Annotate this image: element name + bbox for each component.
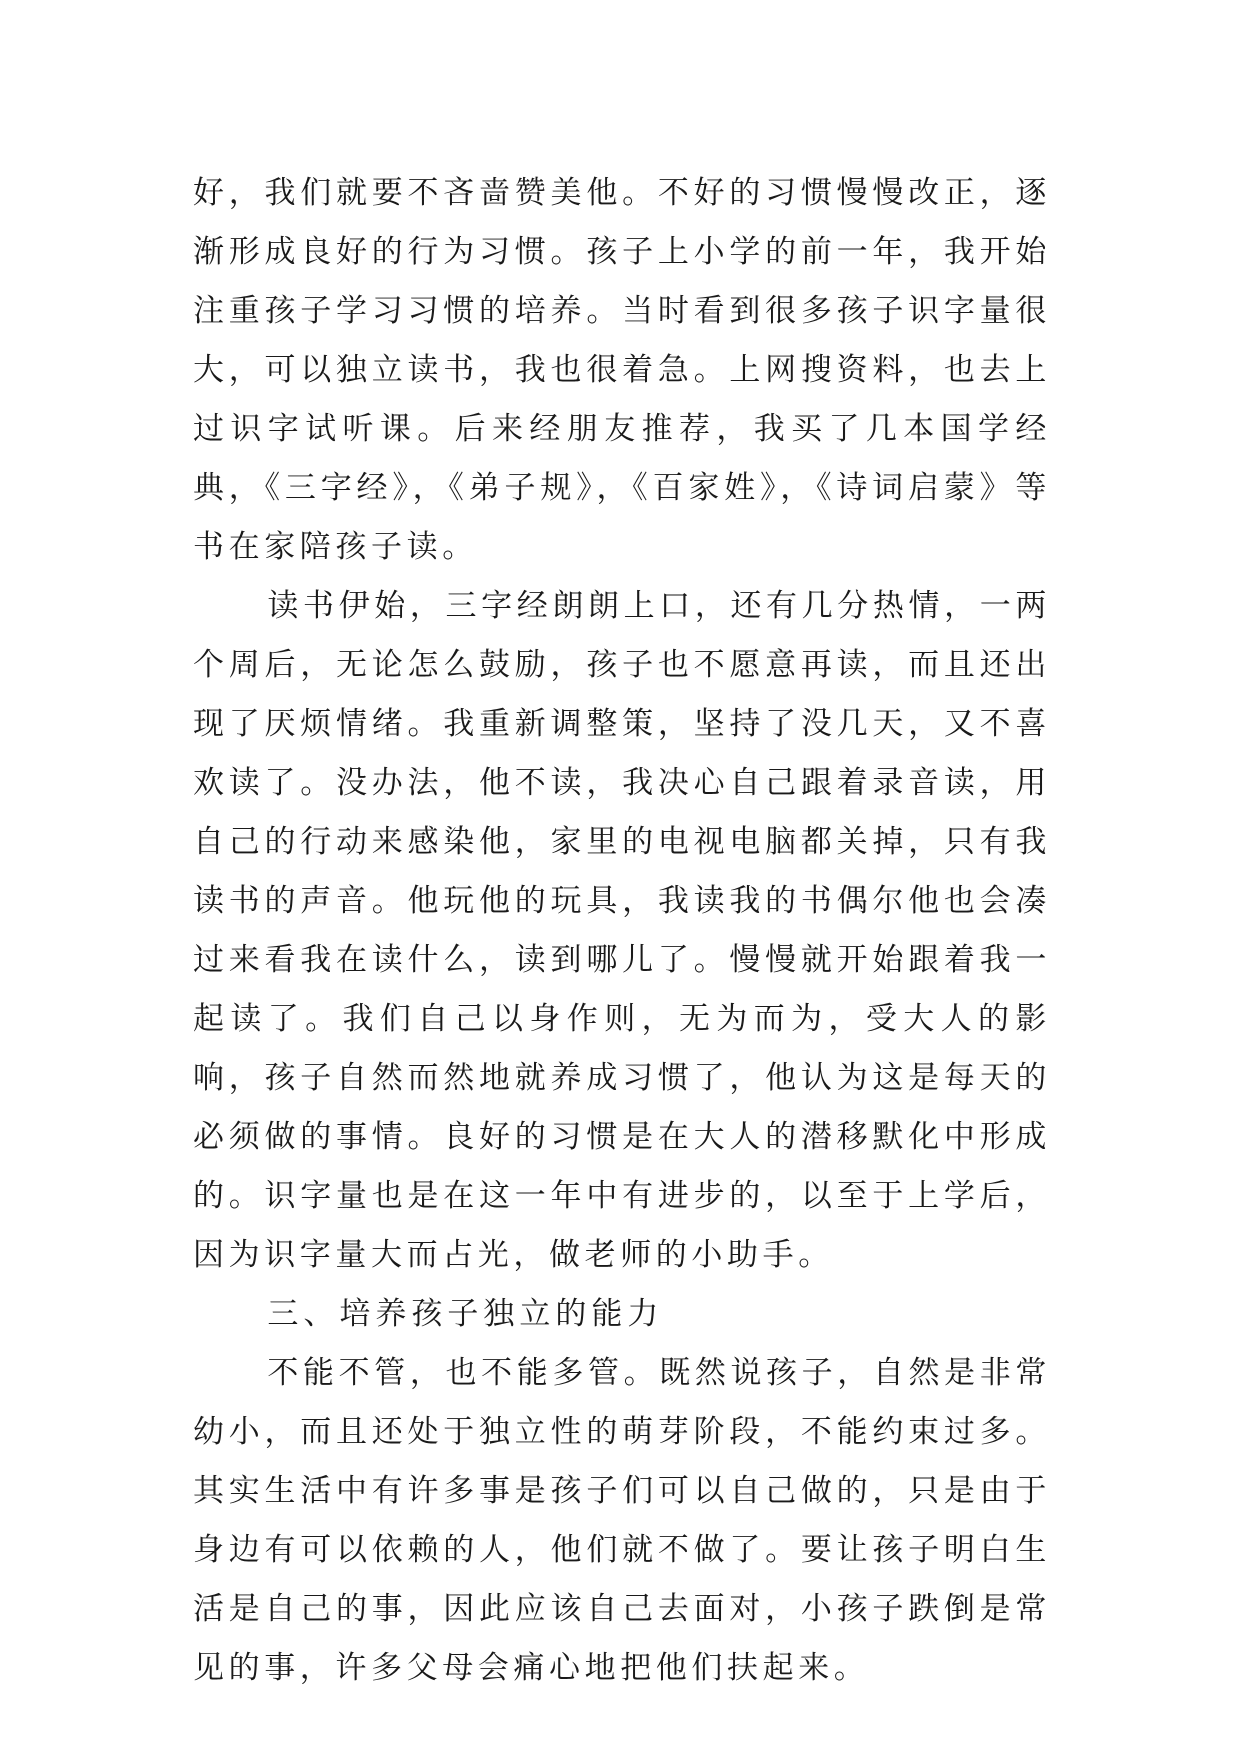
document-body xyxy=(193,164,1051,1698)
paragraph-4: 不能不管，也不能多管。既然说孩子，自然是非常幼小，而且还处于独立性的萌芽阶段，不能约束过多。其实生活中有许多事是孩子们可以自己做的，只是由于身边有可以依赖的人，他们就不做了。要让孩子明白生活是自己的事，因此应该自己去面对，小孩子跌倒是常见的事，许多父母会痛心地把他们扶起来。 xyxy=(193,1355,1051,1686)
section-heading-3: 三、培养孩子独立的能力 xyxy=(267,1296,664,1332)
paragraph-1: 好，我们就要不吝啬赞美他。不好的习惯慢慢改正，逐渐形成良好的行为习惯。孩子上小学的前一年，我开始注重孩子学习习惯的培养。当时看到很多孩子识字量很大，可以独立读书，我也很着急。上网搜资料，也去上过识字试听课。后来经朋友推荐，我买了几本国学经典，《三字经》，《弟子规》，《百家姓》，《诗词启蒙》等书在家陪孩子读。 xyxy=(193,175,1051,565)
paragraph-2: 读书伊始，三字经朗朗上口，还有几分热情，一两个周后，无论怎么鼓励，孩子也不愿意再读，而且还出现了厌烦情绪。我重新调整策，坚持了没几天，又不喜欢读了。没办法，他不读，我决心自己跟着录音读，用自己的行动来感染他，家里的电视电脑都关掉，只有我读书的声音。他玩他的玩具，我读我的书偶尔他也会凑过来看我在读什么，读到哪儿了。慢慢就开始跟着我一起读了。我们自己以身作则，无为而为，受大人的影响，孩子自然而然地就养成习惯了，他认为这是每天的必须做的事情。良好的习惯是在大人的潜移默化中形成的。识字量也是在这一年中有进步的，以至于上学后，因为识字量大而占光，做老师的小助手。 xyxy=(193,588,1051,1273)
